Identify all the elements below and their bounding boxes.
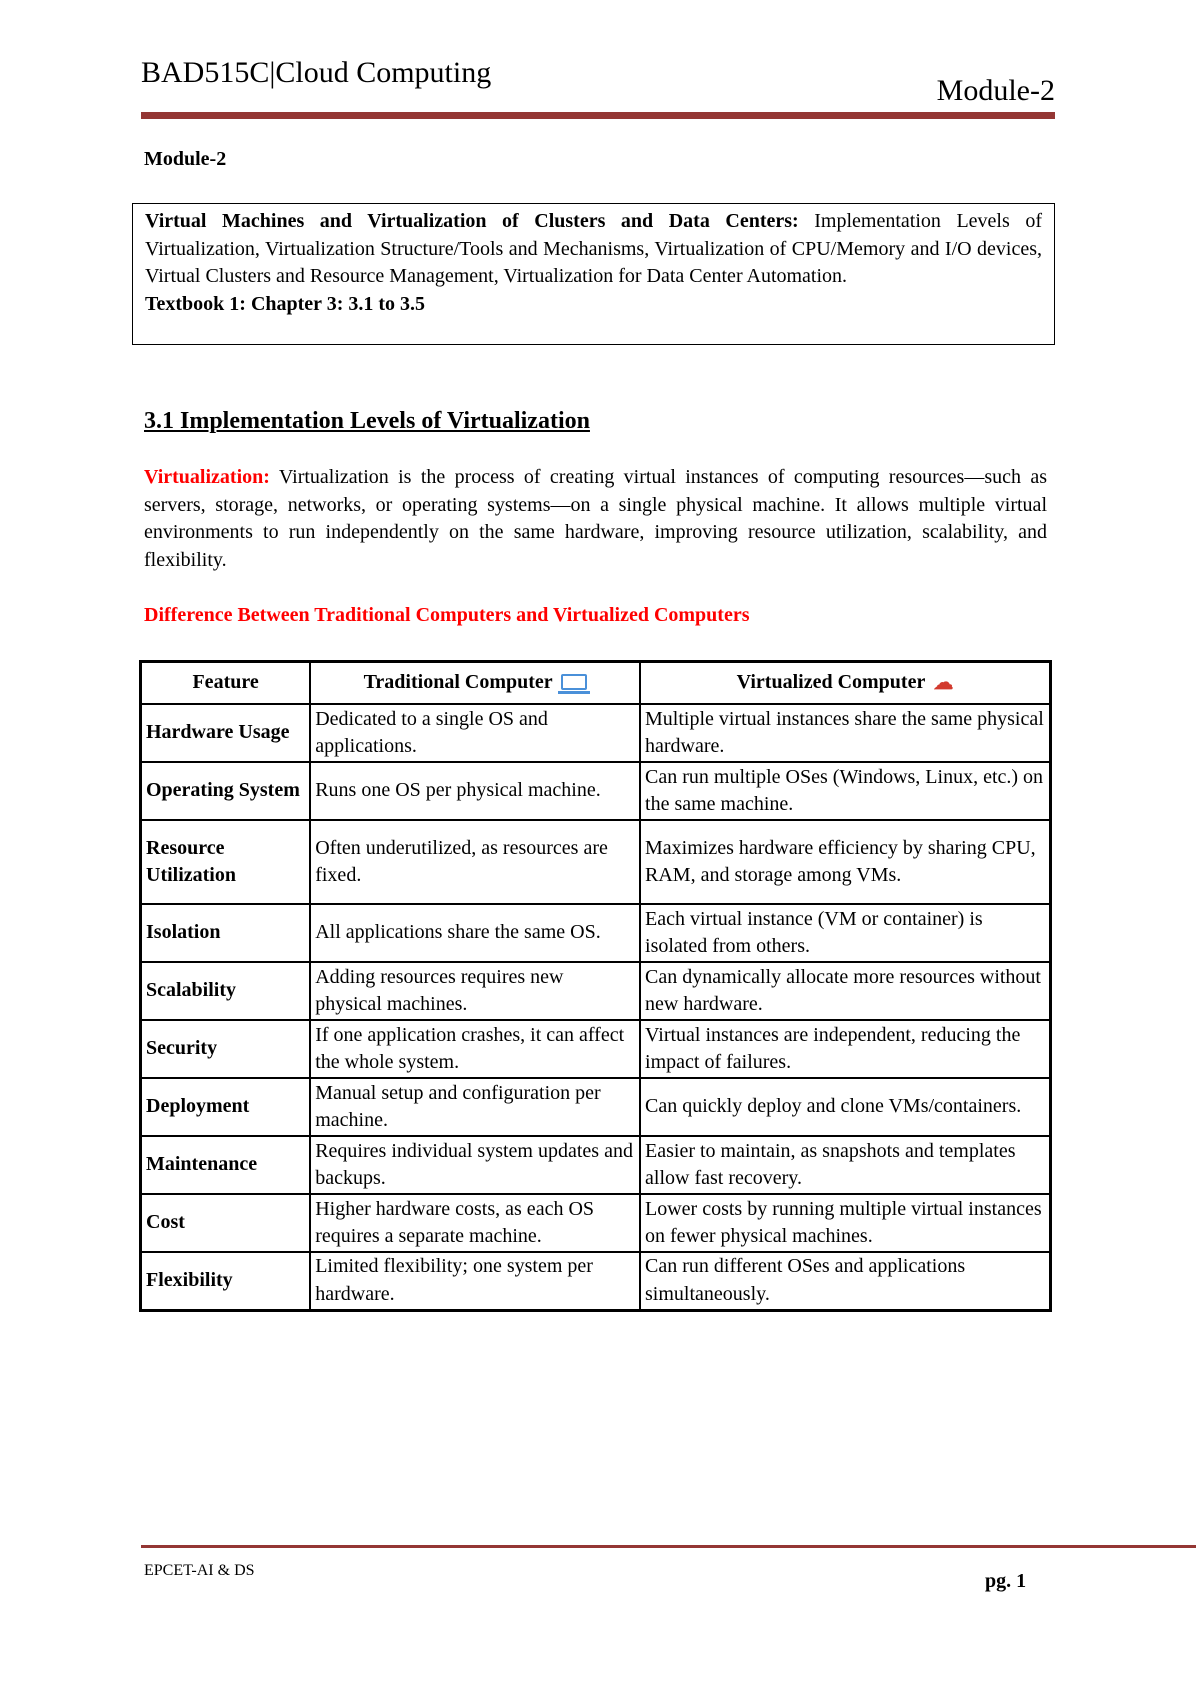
header-traditional: Traditional Computer bbox=[310, 662, 640, 705]
header-feature: Feature bbox=[141, 662, 311, 705]
laptop-icon bbox=[561, 674, 587, 690]
table-header-row bbox=[141, 662, 1051, 705]
comparison-table bbox=[139, 660, 1052, 1312]
page-number: pg. 1 bbox=[985, 1570, 1027, 1592]
definition-paragraph bbox=[144, 464, 1047, 574]
virtualized-cell: Can run different OSes and applications simultaneously. bbox=[640, 1252, 1050, 1310]
virtualized-cell: Can quickly deploy and clone VMs/containers. bbox=[640, 1078, 1050, 1136]
feature-cell: Deployment bbox=[141, 1078, 311, 1136]
virtual-machine-icon: ☁ bbox=[933, 671, 954, 694]
section-label: Module-2 bbox=[144, 148, 227, 170]
syllabus-textbook: Textbook 1: Chapter 3: 3.1 to 3.5 bbox=[145, 292, 426, 315]
table-row bbox=[141, 704, 1051, 762]
traditional-cell: Dedicated to a single OS and applications. bbox=[310, 704, 640, 762]
feature-cell: Resource Utilization bbox=[141, 820, 311, 904]
table-caption: Difference Between Traditional Computers and Virtualized Computers bbox=[144, 604, 750, 626]
table-row bbox=[141, 1194, 1051, 1252]
table-row bbox=[141, 1020, 1051, 1078]
virtualized-cell: Can run multiple OSes (Windows, Linux, etc.) on the same machine. bbox=[640, 762, 1050, 820]
table-row bbox=[141, 962, 1051, 1020]
table-row bbox=[141, 1136, 1051, 1194]
header-rule bbox=[141, 112, 1055, 119]
virtualized-cell: Easier to maintain, as snapshots and templates allow fast recovery. bbox=[640, 1136, 1050, 1194]
section-heading: 3.1 Implementation Levels of Virtualization bbox=[144, 408, 590, 434]
footer-rule bbox=[141, 1545, 1196, 1548]
feature-cell: Scalability bbox=[141, 962, 311, 1020]
table-row bbox=[141, 1078, 1051, 1136]
traditional-cell: Runs one OS per physical machine. bbox=[310, 762, 640, 820]
table-row bbox=[141, 1252, 1051, 1310]
traditional-cell: Often underutilized, as resources are fixed. bbox=[310, 820, 640, 904]
virtualized-cell: Virtual instances are independent, reducing the impact of failures. bbox=[640, 1020, 1050, 1078]
traditional-cell: Requires individual system updates and backups. bbox=[310, 1136, 640, 1194]
definition-term: Virtualization: bbox=[144, 466, 270, 488]
document-header-title: BAD515C|Cloud Computing bbox=[141, 56, 492, 89]
syllabus-topic-title: Virtual Machines and Virtualization of Clusters and Data Centers: bbox=[145, 210, 799, 232]
feature-cell: Cost bbox=[141, 1194, 311, 1252]
footer-department: EPCET-AI & DS bbox=[144, 1562, 255, 1579]
traditional-cell: Adding resources requires new physical machines. bbox=[310, 962, 640, 1020]
definition-text: Virtualization is the process of creating virtual instances of computing resources—such as servers, storage, networks, or operating systems—on a single physical machine. It allows multiple virtual environments to run independently on the same hardware, improving resource utilization, scalability, and flexibility. bbox=[144, 466, 1047, 571]
traditional-cell: Limited flexibility; one system per hardware. bbox=[310, 1252, 640, 1310]
table-row bbox=[141, 820, 1051, 904]
traditional-cell: Manual setup and configuration per machine. bbox=[310, 1078, 640, 1136]
virtualized-cell: Each virtual instance (VM or container) is isolated from others. bbox=[640, 904, 1050, 962]
traditional-cell: All applications share the same OS. bbox=[310, 904, 640, 962]
feature-cell: Hardware Usage bbox=[141, 704, 311, 762]
document-header-module: Module-2 bbox=[936, 74, 1055, 107]
table-body bbox=[141, 704, 1051, 1310]
syllabus-topic-list: Implementation Levels of Virtualization, Virtualization Structure/Tools and Mechanisms, Virtualization of CPU/Memory and I/O devices, Virtual Clusters and Resource Management, Virtualization for Data Center Automation. bbox=[145, 210, 1042, 287]
traditional-cell: Higher hardware costs, as each OS requires a separate machine. bbox=[310, 1194, 640, 1252]
table-row bbox=[141, 762, 1051, 820]
feature-cell: Maintenance bbox=[141, 1136, 311, 1194]
virtualized-cell: Lower costs by running multiple virtual instances on fewer physical machines. bbox=[640, 1194, 1050, 1252]
feature-cell: Isolation bbox=[141, 904, 311, 962]
syllabus-box bbox=[132, 203, 1055, 345]
header-virtualized: Virtualized Computer ☁ bbox=[640, 662, 1050, 705]
table-row bbox=[141, 904, 1051, 962]
feature-cell: Operating System bbox=[141, 762, 311, 820]
feature-cell: Flexibility bbox=[141, 1252, 311, 1310]
feature-cell: Security bbox=[141, 1020, 311, 1078]
virtualized-cell: Multiple virtual instances share the same physical hardware. bbox=[640, 704, 1050, 762]
virtualized-cell: Maximizes hardware efficiency by sharing CPU, RAM, and storage among VMs. bbox=[640, 820, 1050, 904]
traditional-cell: If one application crashes, it can affect the whole system. bbox=[310, 1020, 640, 1078]
virtualized-cell: Can dynamically allocate more resources without new hardware. bbox=[640, 962, 1050, 1020]
